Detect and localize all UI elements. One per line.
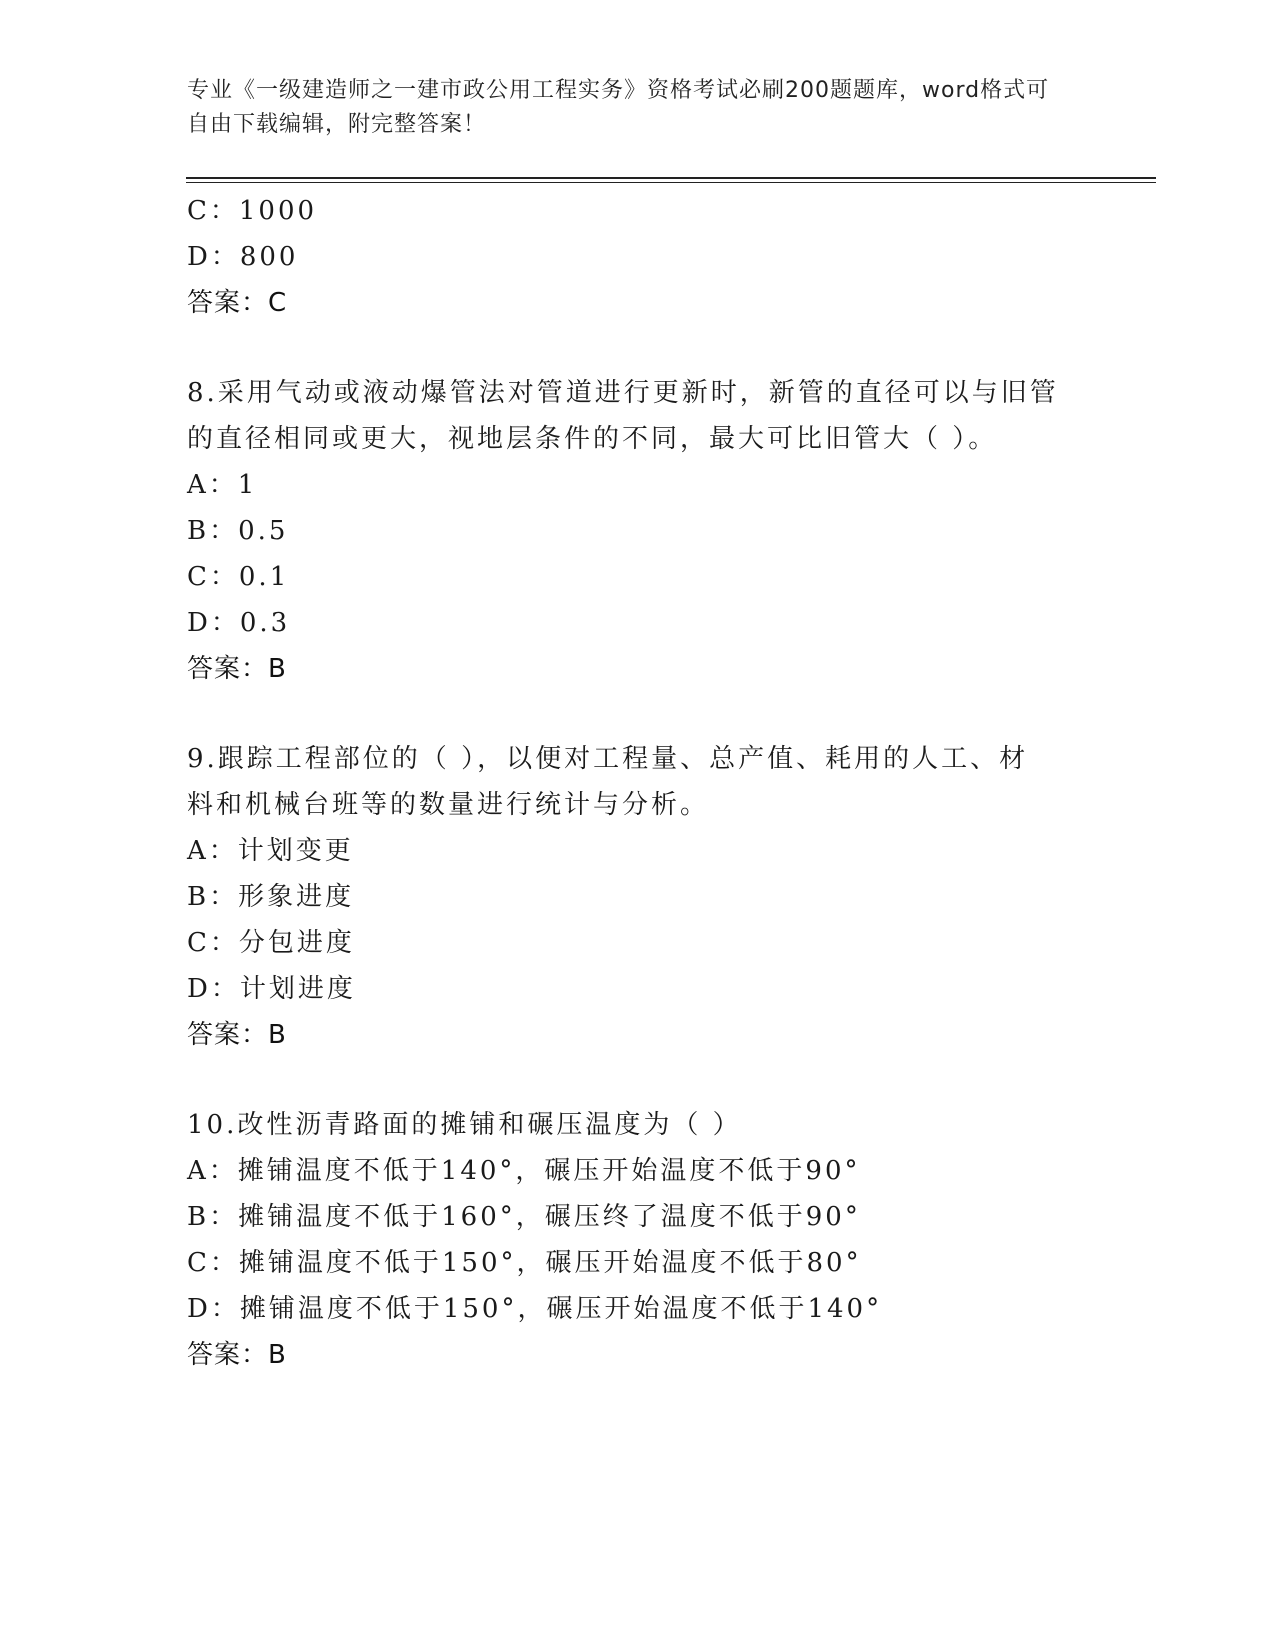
answer-line: 答案：B — [187, 1340, 287, 1370]
option-a: A：1 — [187, 470, 258, 500]
question-stem-line: 8.采用气动或液动爆管法对管道进行更新时，新管的直径可以与旧管 — [187, 378, 1059, 408]
question-stem-line: 10.改性沥青路面的摊铺和碾压温度为（ ） — [187, 1110, 742, 1140]
option-a: A：摊铺温度不低于140°，碾压开始温度不低于90° — [187, 1156, 861, 1186]
page-header — [187, 74, 1067, 142]
option-c: C：分包进度 — [187, 928, 355, 958]
question-stem-line: 的直径相同或更大，视地层条件的不同，最大可比旧管大（ ）。 — [187, 424, 998, 454]
spacer — [187, 692, 1087, 736]
answer-line: 答案：B — [187, 1020, 287, 1050]
answer-line: 答案：B — [187, 654, 287, 684]
header-text: 专业《一级建造师之一建市政公用工程实务》资格考试必刷200题题库，word格式可自由下载编辑，附完整答案！ — [187, 78, 1050, 137]
option-c: C：1000 — [187, 196, 318, 226]
option-d: D：800 — [187, 242, 299, 272]
question-10 — [187, 1102, 1087, 1378]
option-b: B：形象进度 — [187, 882, 355, 912]
option-d: D：计划进度 — [187, 974, 356, 1004]
question-8 — [187, 370, 1087, 692]
question-stem-line: 9.跟踪工程部位的（ ），以便对工程量、总产值、耗用的人工、材 — [187, 744, 1029, 774]
option-d: D：0.3 — [187, 608, 291, 638]
spacer — [187, 1058, 1087, 1102]
question-fragment — [187, 188, 1087, 326]
option-d: D：摊铺温度不低于150°，碾压开始温度不低于140° — [187, 1294, 883, 1324]
option-b: B：0.5 — [187, 516, 289, 546]
header-rule — [186, 177, 1156, 183]
question-stem-line: 料和机械台班等的数量进行统计与分析。 — [187, 790, 710, 820]
spacer — [187, 326, 1087, 370]
option-b: B：摊铺温度不低于160°，碾压终了温度不低于90° — [187, 1202, 861, 1232]
question-9 — [187, 736, 1087, 1058]
answer-line: 答案：C — [187, 288, 288, 318]
option-c: C：0.1 — [187, 562, 290, 592]
option-c: C：摊铺温度不低于150°，碾压开始温度不低于80° — [187, 1248, 862, 1278]
option-a: A：计划变更 — [187, 836, 354, 866]
question-list — [187, 188, 1087, 1378]
